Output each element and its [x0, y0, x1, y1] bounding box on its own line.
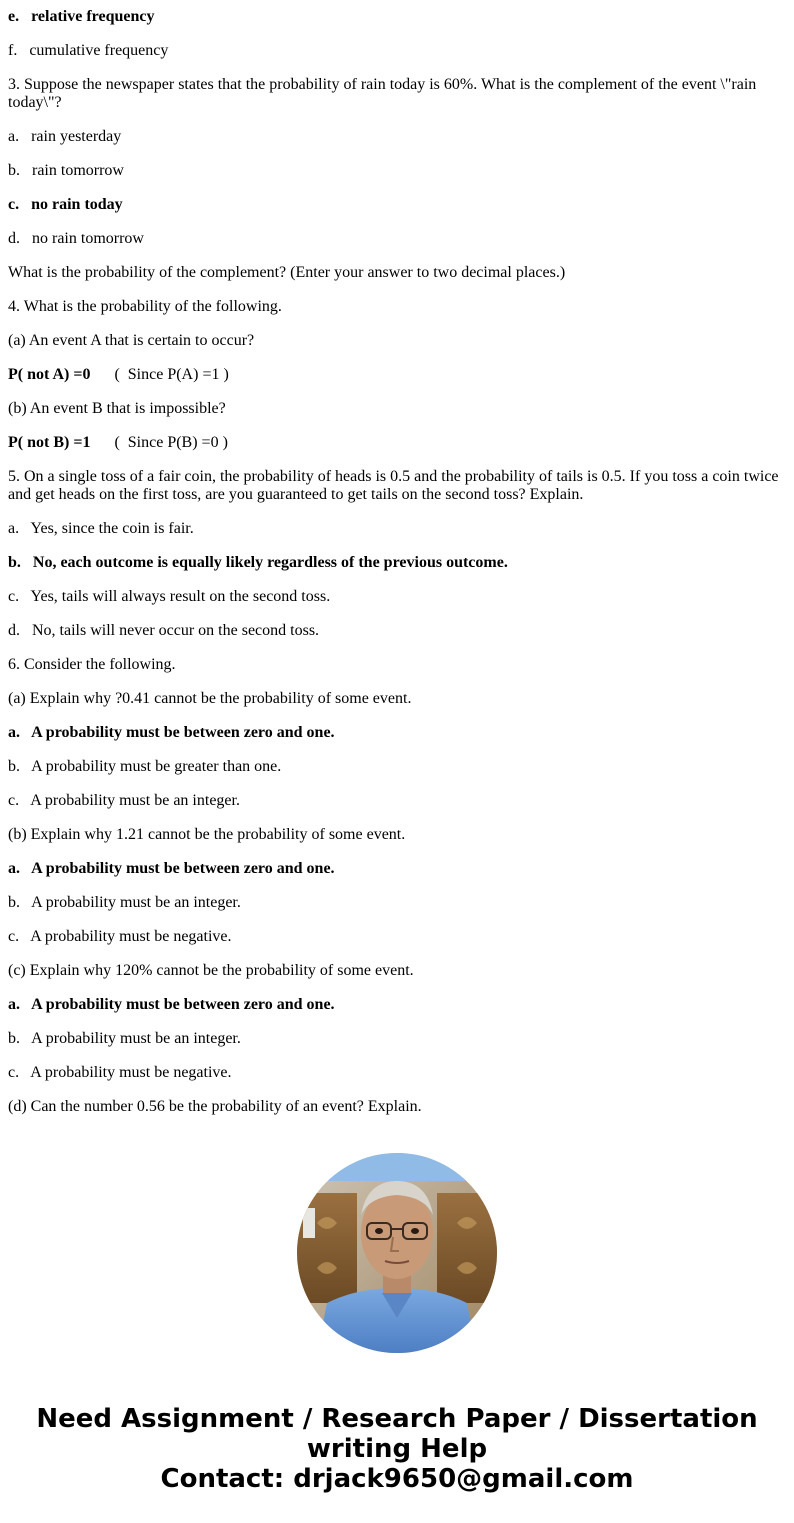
answer-text: a. A probability must be between zero and one.: [8, 860, 335, 877]
question-text: a. Yes, since the coin is fair.: [8, 520, 194, 537]
paragraph-26: [8, 928, 786, 946]
paragraph-29: [8, 1030, 786, 1048]
paragraph-19: [8, 690, 786, 708]
question-text: 5. On a single toss of a fair coin, the probability of heads is 0.5 and the probability of tails is 0.5. If you toss a coin twice and get heads on the first toss, are you guaranteed to get tails on the second toss? Explain.: [8, 468, 783, 503]
answer-text: P( not A) =0: [8, 366, 91, 383]
answer-text: e. relative frequency: [8, 8, 155, 25]
paragraph-25: [8, 894, 786, 912]
question-text: (b) An event B that is impossible?: [8, 400, 226, 417]
paragraph-14: [8, 520, 786, 538]
paragraph-31: [8, 1098, 786, 1116]
paragraph-24: [8, 860, 786, 878]
paragraph-13: [8, 468, 786, 504]
question-text: (b) Explain why 1.21 cannot be the probability of some event.: [8, 826, 406, 843]
paragraph-3: [8, 128, 786, 146]
paragraph-9: [8, 332, 786, 350]
explanation-text: ( Since P(B) =0 ): [90, 434, 228, 451]
question-text: c. A probability must be negative.: [8, 928, 232, 945]
question-text: (a) Explain why ?0.41 cannot be the probability of some event.: [8, 690, 412, 707]
paragraph-21: [8, 758, 786, 776]
paragraph-7: [8, 264, 786, 282]
paragraph-11: [8, 400, 786, 418]
footer-line-2: writing Help: [306, 1434, 488, 1464]
paragraph-2: [8, 76, 786, 112]
question-text: a. rain yesterday: [8, 128, 122, 145]
paragraph-10: [8, 366, 786, 384]
question-text: f. cumulative frequency: [8, 42, 169, 59]
question-text: b. A probability must be an integer.: [8, 894, 241, 911]
question-text: b. A probability must be an integer.: [8, 1030, 241, 1047]
person-portrait-icon: [297, 1153, 497, 1353]
paragraph-8: [8, 298, 786, 316]
question-text: b. A probability must be greater than one.: [8, 758, 282, 775]
question-text: b. rain tomorrow: [8, 162, 124, 179]
footer-line-1: Need Assignment / Research Paper / Dissertation: [36, 1404, 758, 1434]
question-text: (c) Explain why 120% cannot be the probability of some event.: [8, 962, 414, 979]
paragraph-17: [8, 622, 786, 640]
paragraph-23: [8, 826, 786, 844]
paragraph-20: [8, 724, 786, 742]
question-text: 3. Suppose the newspaper states that the probability of rain today is 60%. What is the complement of the event \"rain today\"?: [8, 76, 761, 111]
answer-text: a. A probability must be between zero and one.: [8, 996, 335, 1013]
question-text: d. No, tails will never occur on the second toss.: [8, 622, 320, 639]
paragraph-16: [8, 588, 786, 606]
footer-contact: Contact: drjack9650@gmail.com: [160, 1464, 634, 1494]
paragraph-5: [8, 196, 786, 214]
paragraph-6: [8, 230, 786, 248]
author-photo: [297, 1153, 497, 1353]
question-text: (d) Can the number 0.56 be the probability of an event? Explain.: [8, 1098, 422, 1115]
paragraph-0: [8, 8, 786, 26]
question-text: c. A probability must be negative.: [8, 1064, 232, 1081]
paragraph-18: [8, 656, 786, 674]
paragraph-1: [8, 42, 786, 60]
question-text: d. no rain tomorrow: [8, 230, 144, 247]
answer-text: P( not B) =1: [8, 434, 91, 451]
paragraph-4: [8, 162, 786, 180]
question-text: c. Yes, tails will always result on the second toss.: [8, 588, 331, 605]
answer-text: c. no rain today: [8, 196, 123, 213]
answer-text: b. No, each outcome is equally likely regardless of the previous outcome.: [8, 554, 508, 571]
explanation-text: ( Since P(A) =1 ): [90, 366, 229, 383]
answer-text: a. A probability must be between zero and one.: [8, 724, 335, 741]
paragraph-27: [8, 962, 786, 980]
question-text: c. A probability must be an integer.: [8, 792, 240, 809]
paragraph-30: [8, 1064, 786, 1082]
paragraph-12: [8, 434, 786, 452]
question-text: 4. What is the probability of the following.: [8, 298, 282, 315]
question-text: What is the probability of the complement? (Enter your answer to two decimal places.): [8, 264, 566, 281]
paragraph-22: [8, 792, 786, 810]
paragraph-28: [8, 996, 786, 1014]
question-text: (a) An event A that is certain to occur?: [8, 332, 255, 349]
paragraph-15: [8, 554, 786, 572]
footer-banner: [0, 1404, 794, 1494]
question-text: 6. Consider the following.: [8, 656, 176, 673]
